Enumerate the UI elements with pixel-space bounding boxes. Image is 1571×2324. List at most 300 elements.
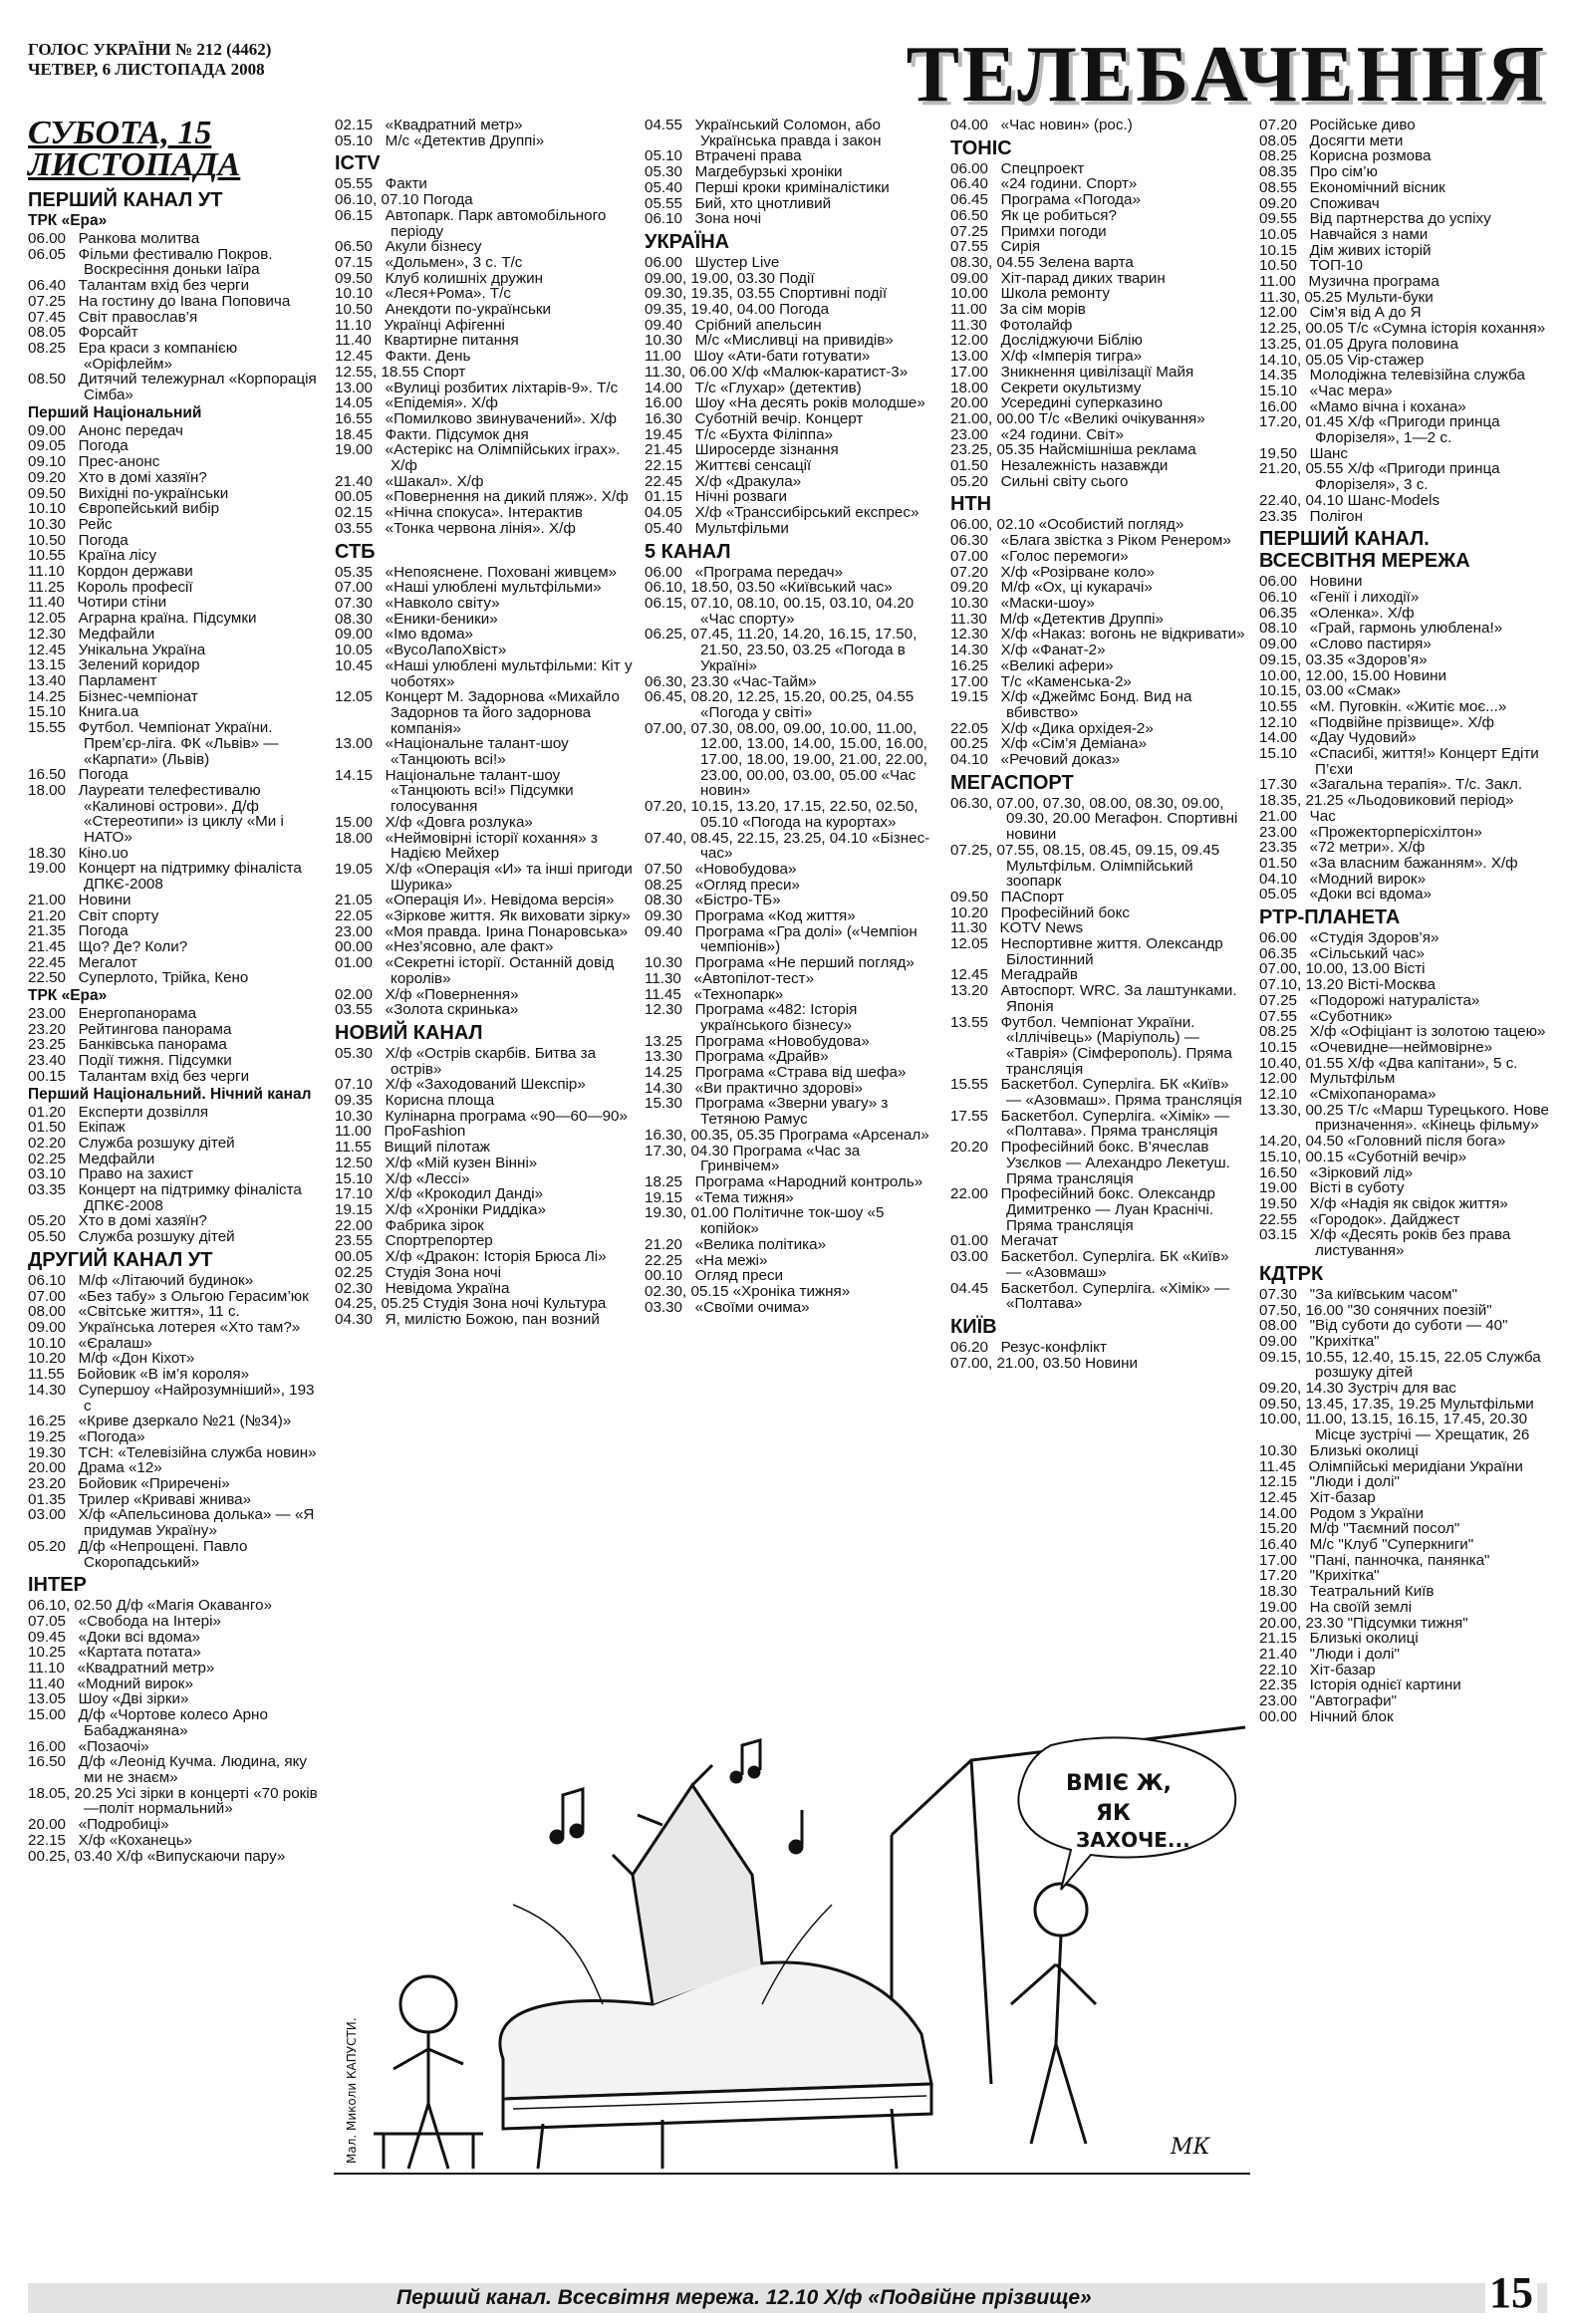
program-entry: 09.45 «Доки всі вдома» xyxy=(28,1628,200,1646)
program-entry: 22.45 Х/ф «Дракула» xyxy=(645,472,802,490)
program-entry: 09.20 М/ф «Ох, ці кукарачі» xyxy=(950,579,1153,597)
program-entry: 07.25 Примхи погоди xyxy=(950,222,1107,240)
program-entry: 16.00 «Позаочі» xyxy=(28,1737,149,1755)
program-entry: 00.15 Талантам вхід без черги xyxy=(28,1067,250,1085)
program-entry: 06.00 «Студія Здоров’я» xyxy=(1259,929,1440,947)
program-entry: 08.25 Корисна розмова xyxy=(1259,147,1432,165)
channel-heading: ІНТЕР xyxy=(28,1574,87,1597)
program-entry: 11.30 М/ф «Детектив Друппі» xyxy=(950,610,1164,628)
program-entry: 10.50 Погода xyxy=(28,531,129,549)
program-entry: 11.30 «Автопілот-тест» xyxy=(645,969,815,987)
program-entry: 10.30 Близькі околиці xyxy=(1259,1441,1419,1459)
program-entry: 11.45 Олімпійські меридіани України xyxy=(1259,1457,1523,1475)
program-entry: 05.10 Втрачені права xyxy=(645,147,802,165)
program-entry: 08.05 Форсайт xyxy=(28,324,138,342)
program-entry: 19.00 Вісті в суботу xyxy=(1259,1179,1405,1197)
program-entry: 02.20 Служба розшуку дітей xyxy=(28,1134,235,1152)
program-entry: 11.40 Чотири стіни xyxy=(28,594,167,612)
program-entry: 18.00 Лауреати телефестивалю «Калинові острови». Д/ф «Стереотипи» із циклу «Ми і НАТО» xyxy=(28,781,289,847)
program-entry: 21.40 «Шакал». Х/ф xyxy=(335,472,484,490)
program-entry: 09.00 «Імо вдома» xyxy=(335,626,473,644)
program-entry: 09.40 Програма «Гра долі» («Чемпіон чемпіонів») xyxy=(645,922,922,956)
program-entry: 21.35 Погода xyxy=(28,922,129,940)
program-entry: 02.00 Х/ф «Повернення» xyxy=(335,985,519,1003)
program-entry: 09.50, 13.45, 17.35, 19.25 Мультфільми xyxy=(1259,1395,1534,1413)
program-entry: 10.10 «Єралаш» xyxy=(28,1334,152,1352)
program-entry: 00.25, 03.40 Х/ф «Випускаючи пару» xyxy=(28,1847,286,1865)
program-entry: 07.55 Сирія xyxy=(950,238,1041,256)
program-entry: 11.40 Квартирне питання xyxy=(335,332,519,350)
program-entry: 17.00 Зникнення цивілізації Майя xyxy=(950,363,1194,381)
program-entry: 12.05 Аграрна країна. Підсумки xyxy=(28,610,257,628)
program-entry: 16.30 Суботній вечір. Концерт xyxy=(645,409,864,427)
program-entry: 07.10, 13.20 Вісті-Москва xyxy=(1259,976,1437,994)
program-entry: 09.50 Клуб колишніх дружин xyxy=(335,269,544,287)
program-entry: 08.05 Досягти мети xyxy=(1259,131,1404,149)
artist-signature: МК xyxy=(1171,2135,1210,2160)
program-entry: 09.00 «Слово пастиря» xyxy=(1259,636,1432,653)
footer-bar xyxy=(28,2268,1547,2317)
program-entry: 07.30 «Навколо світу» xyxy=(335,594,500,612)
program-entry: 11.30, 06.00 Х/ф «Малюк-каратист-3» xyxy=(645,363,909,381)
program-entry: 10.05 «ВусоЛапоХвіст» xyxy=(335,642,507,659)
program-entry: 08.25 Ера краси з компанією «Оріфлейм» xyxy=(28,339,242,373)
listing-column-5 xyxy=(1259,117,1554,2180)
program-entry: 16.25 «Криве дзеркало №21 (№34)» xyxy=(28,1413,292,1430)
program-entry: 06.30, 23.30 «Час-Тайм» xyxy=(645,672,817,690)
program-entry: 15.10 Книга.ua xyxy=(28,703,139,721)
day-title: СУБОТА, 15 ЛИСТОПАДА xyxy=(28,115,241,183)
program-entry: 00.00 Нічний блок xyxy=(1259,1707,1394,1725)
program-entry: 09.35 Корисна площа xyxy=(335,1092,495,1110)
program-entry: 09.15, 10.55, 12.40, 15.15, 22.05 Служба розшуку дітей xyxy=(1259,1348,1545,1382)
program-entry: 07.00 «Наші улюблені мультфільми» xyxy=(335,579,602,597)
program-entry: 19.45 Т/с «Бухта Філіппа» xyxy=(645,425,834,443)
program-entry: 17.00 Т/с «Каменська-2» xyxy=(950,672,1132,690)
page-number: 15 xyxy=(1485,2269,1537,2317)
program-entry: 23.00 "Автографи" xyxy=(1259,1692,1397,1710)
program-entry: 10.30 М/с «Мисливці на привидів» xyxy=(645,332,894,350)
speech-line-1: ВМІЄ Ж, xyxy=(1066,1771,1172,1796)
program-entry: 06.10, 18.50, 03.50 «Київський час» xyxy=(645,579,893,597)
channel-heading: ПЕРШИЙ КАНАЛ УТ xyxy=(28,189,223,211)
program-entry: 10.55 «М. Пуговкін. «Житіє моє...» xyxy=(1259,697,1507,715)
program-entry: 10.25 «Картата потата» xyxy=(28,1644,201,1662)
program-entry: 09.20 Хто в домі хазяїн? xyxy=(28,468,207,486)
program-entry: 09.30, 19.35, 03.55 Спортивні події xyxy=(645,285,888,303)
program-entry: 13.00 «Вулиці розбитих ліхтарів-9». Т/с xyxy=(335,379,619,396)
program-entry: 06.00 «Програма передач» xyxy=(645,563,844,581)
program-entry: 06.45, 08.20, 12.25, 15.20, 00.25, 04.55 «Погода у світі» xyxy=(645,688,918,721)
program-entry: 22.50 Суперлото, Трійка, Кено xyxy=(28,969,249,987)
program-entry: 08.25 Х/ф «Офіціант із золотою тацею» xyxy=(1259,1023,1546,1041)
program-entry: 11.45 «Технопарк» xyxy=(645,985,784,1003)
program-entry: 06.10 М/ф «Літаючий будинок» xyxy=(28,1271,254,1289)
program-entry: 04.10 «Речовий доказ» xyxy=(950,751,1121,769)
program-entry: 21.45 Широсерде зізнання xyxy=(645,441,839,459)
program-entry: 12.05 Неспортивне життя. Олександр Білостинний xyxy=(950,935,1227,968)
program-entry: 15.00 Х/ф «Довга розлука» xyxy=(335,813,533,831)
program-entry: 00.25 Х/ф «Сім’я Деміана» xyxy=(950,735,1148,753)
program-entry: 02.30 Невідома Україна xyxy=(335,1279,510,1297)
program-entry: 09.15, 03.35 «Здоров’я» xyxy=(1259,650,1428,668)
program-entry: 21.20 «Велика політика» xyxy=(645,1235,827,1253)
program-entry: 07.10 Х/ф «Заходований Шекспір» xyxy=(335,1076,586,1094)
channel-heading: СТБ xyxy=(335,540,376,563)
program-entry: 01.20 Експерти дозвілля xyxy=(28,1103,209,1121)
program-entry: 23.00 «24 години. Світ» xyxy=(950,425,1125,443)
program-entry: 22.00 Фабрика зірок xyxy=(335,1216,484,1234)
program-entry: 06.10 «Генії і лиходії» xyxy=(1259,588,1420,606)
program-entry: 18.30 Театральний Київ xyxy=(1259,1583,1435,1601)
program-entry: 09.00 Хіт-парад диких тварин xyxy=(950,269,1166,287)
program-entry: 23.00 «Прожекторперісхілтон» xyxy=(1259,823,1482,841)
program-entry: 19.15 «Тема тижня» xyxy=(645,1188,794,1206)
program-entry: 07.50, 16.00 "30 сонячних поезій" xyxy=(1259,1301,1492,1319)
program-entry: 06.00 Спецпроект xyxy=(950,159,1085,177)
program-entry: 04.25, 05.25 Студія Зона ночі Культура xyxy=(335,1295,607,1313)
program-entry: 11.30, 05.25 Мульти-буки xyxy=(1259,288,1434,306)
program-entry: 10.15 «Очевидне—неймовірне» xyxy=(1259,1038,1493,1056)
program-entry: 22.00 Професійний бокс. Олександр Димитренко — Луан Краснічі. Пряма трансляція xyxy=(950,1185,1220,1234)
program-entry: 05.10 М/с «Детектив Друппі» xyxy=(335,131,545,149)
program-entry: 16.30, 00.35, 05.35 Програма «Арсенал» xyxy=(645,1126,929,1144)
program-entry: 07.15 «Дольмен», 3 с. Т/с xyxy=(335,253,523,271)
program-entry: 03.10 Право на захист xyxy=(28,1165,194,1183)
program-entry: 01.50 Незалежність назавжди xyxy=(950,457,1169,475)
program-entry: 21.05 «Операція И». Невідома версія» xyxy=(335,892,615,909)
program-entry: 23.55 Спортрепортер xyxy=(335,1232,493,1250)
program-entry: 20.20 Професійний бокс. В’ячеслав Узєлков — Алехандро Лекетуш. Пряма трансляція xyxy=(950,1139,1235,1187)
program-entry: 09.00 "Крихітка" xyxy=(1259,1332,1380,1350)
program-entry: 03.15 Х/ф «Десять років без права листування» xyxy=(1259,1226,1515,1260)
cartoon-credit: Мал. Миколи КАПУСТИ. xyxy=(345,2017,359,2164)
program-entry: 15.55 Баскетбол. Суперліга. БК «Київ» — «Азовмаш». Пряма трансляція xyxy=(950,1076,1242,1110)
program-entry: 00.00 «Нез’ясовно, але факт» xyxy=(335,938,554,956)
program-entry: 12.30 Медфайли xyxy=(28,625,155,643)
program-entry: 12.45 Мегадрайв xyxy=(950,966,1078,984)
program-entry: 04.45 Баскетбол. Суперліга. «Хімік» — «Полтава» xyxy=(950,1279,1234,1313)
program-entry: 18.35, 21.25 «Льодовиковий період» xyxy=(1259,792,1514,810)
program-entry: 22.40, 04.10 Шанс-Models xyxy=(1259,491,1440,509)
program-entry: 19.30 ТСН: «Телевізійна служба новин» xyxy=(28,1443,317,1461)
program-entry: 18.05, 20.25 Усі зірки в концерті «70 років—політ нормальний» xyxy=(28,1784,318,1818)
program-entry: 01.50 Екіпаж xyxy=(28,1119,126,1137)
program-entry: 01.00 Мегачат xyxy=(950,1232,1059,1250)
program-entry: 07.25 На гостину до Івана Поповича xyxy=(28,292,291,310)
program-entry: 14.20, 04.50 «Головний після бога» xyxy=(1259,1133,1506,1151)
program-entry: 16.40 М/с "Клуб "Суперкниги" xyxy=(1259,1536,1474,1554)
program-entry: 23.40 Події тижня. Підсумки xyxy=(28,1052,232,1070)
program-entry: 19.50 Х/ф «Надія як свідок життя» xyxy=(1259,1195,1508,1212)
program-entry: 07.20 Х/ф «Розірване коло» xyxy=(950,563,1155,581)
program-entry: 09.00 Українська лотерея «Хто там?» xyxy=(28,1319,301,1336)
program-entry: 21.15 Близькі околиці xyxy=(1259,1630,1419,1648)
program-entry: 05.35 «Непояснене. Поховані живцем» xyxy=(335,563,618,581)
program-entry: 07.00, 10.00, 13.00 Вісті xyxy=(1259,960,1426,978)
program-entry: 12.10 «Подвійне прізвище». Х/ф xyxy=(1259,713,1495,731)
program-entry: 15.55 Футбол. Чемпіонат України. Прем’єр-ліга. ФК «Львів» — «Карпати» (Львів) xyxy=(28,719,283,768)
program-entry: 21.45 Що? Де? Коли? xyxy=(28,937,188,955)
program-entry: 22.45 Мегалот xyxy=(28,953,137,971)
program-entry: 14.00 Родом з України xyxy=(1259,1504,1424,1522)
program-entry: 11.00 ПроFashion xyxy=(335,1123,466,1141)
program-entry: 19.25 «Погода» xyxy=(28,1427,145,1445)
program-entry: 12.00 Сім’я від А до Я xyxy=(1259,304,1422,322)
program-entry: 09.10 Прес-анонс xyxy=(28,453,160,471)
program-entry: 22.35 Історія однієї картини xyxy=(1259,1677,1461,1694)
program-entry: 10.10 Європейський вибір xyxy=(28,500,220,518)
program-entry: 11.30 KOTV News xyxy=(950,919,1084,937)
program-entry: 04.05 Х/ф «Транссибірський експрес» xyxy=(645,504,919,522)
program-entry: 20.00, 23.30 "Підсумки тижня" xyxy=(1259,1614,1468,1632)
program-entry: 03.55 «Тонка червона лінія». Х/ф xyxy=(335,519,576,537)
program-entry: 05.55 Факти xyxy=(335,175,427,193)
program-entry: 09.00, 19.00, 03.30 Події xyxy=(645,269,815,287)
program-entry: 11.40 «Модний вирок» xyxy=(28,1675,193,1692)
program-entry: 11.00 Музична програма xyxy=(1259,273,1440,291)
program-entry: 18.30 Кіно.uo xyxy=(28,844,129,862)
program-entry: 06.00 Новини xyxy=(1259,573,1363,591)
program-entry: 06.50 Акули бізнесу xyxy=(335,238,482,256)
program-entry: 23.20 Бойовик «Приречені» xyxy=(28,1475,230,1493)
program-entry: 23.25, 05.35 Найсмішніша реклама xyxy=(950,441,1196,459)
program-entry: 12.10 «Сміхопанорама» xyxy=(1259,1086,1437,1104)
program-entry: 20.00 Драма «12» xyxy=(28,1459,162,1477)
program-entry: 05.55 Бий, хто цнотливий xyxy=(645,194,832,212)
program-entry: 13.40 Парламент xyxy=(28,671,157,689)
program-entry: 18.00 Секрети окультизму xyxy=(950,379,1142,396)
column-1-entries xyxy=(28,189,323,1864)
program-entry: 05.40 Мультфільми xyxy=(645,519,789,537)
program-entry: 14.05 «Епідемія». Х/ф xyxy=(335,394,498,412)
program-entry: 13.25 Програма «Новобудова» xyxy=(645,1032,870,1050)
program-entry: 06.10, 02.50 Д/ф «Магія Окаванго» xyxy=(28,1597,273,1615)
program-entry: 10.15, 03.00 «Смак» xyxy=(1259,682,1402,700)
program-entry: 14.15 Національне талант-шоу «Танцюють всі!» Підсумки голосування xyxy=(335,766,578,816)
program-entry: 05.20 Д/ф «Непрощені. Павло Скоропадський» xyxy=(28,1537,252,1571)
program-entry: 07.55 «Суботник» xyxy=(1259,1007,1393,1025)
program-entry: 15.00 Д/ф «Чортове колесо Арно Бабаджаняна» xyxy=(28,1706,273,1739)
channel-heading: МЕГАСПОРТ xyxy=(950,771,1074,794)
program-entry: 19.00 На своїй землі xyxy=(1259,1598,1413,1616)
channel-subheading: ТРК «Ера» xyxy=(28,212,108,229)
program-entry: 16.50 «Зірковий лід» xyxy=(1259,1163,1414,1181)
program-entry: 05.05 «Доки всі вдома» xyxy=(1259,886,1432,904)
program-entry: 16.55 «Помилково звинувачений». Х/ф xyxy=(335,409,618,427)
program-entry: 06.35 «Сільський час» xyxy=(1259,944,1425,962)
program-entry: 17.10 Х/ф «Крокодил Данді» xyxy=(335,1185,544,1203)
program-entry: 11.30 Фотолайф xyxy=(950,316,1073,334)
program-entry: 12.00 Досліджуючи Біблію xyxy=(950,332,1143,350)
program-entry: 02.15 «Нічна спокуса». Інтерактив xyxy=(335,504,583,522)
program-entry: 12.00 Мультфільм xyxy=(1259,1070,1396,1088)
program-entry: 13.25, 01.05 Друга половина xyxy=(1259,335,1458,353)
program-entry: 02.25 Медфайли xyxy=(28,1150,155,1167)
program-entry: 02.25 Студія Зона ночі xyxy=(335,1263,501,1281)
program-entry: 10.20 М/ф «Дон Кіхот» xyxy=(28,1350,195,1368)
program-entry: 19.15 Х/ф «Хроніки Риддіка» xyxy=(335,1201,546,1218)
program-entry: 06.35 «Оленка». Х/ф xyxy=(1259,604,1415,622)
program-entry: 09.05 Погода xyxy=(28,437,129,455)
program-entry: 09.00 Анонс передач xyxy=(28,421,183,439)
speech-line-2: ЯК xyxy=(1096,1801,1131,1826)
program-entry: 16.00 Шоу «На десять років молодше» xyxy=(645,394,925,412)
program-entry: 04.30 Я, милістю Божою, пан возний xyxy=(335,1310,600,1328)
program-entry: 08.30 «Бістро-ТБ» xyxy=(645,892,781,909)
program-entry: 12.45 Хіт-базар xyxy=(1259,1488,1376,1506)
program-entry: 09.50 ПАСпорт xyxy=(950,888,1065,905)
program-entry: 07.25, 07.55, 08.15, 08.45, 09.15, 09.45 Мультфільм. Олімпійський зоопарк xyxy=(950,841,1224,891)
program-entry: 08.35 Про сім’ю xyxy=(1259,163,1378,181)
program-entry: 10.10 «Леся+Рома». Т/с xyxy=(335,285,511,303)
program-entry: 05.20 Хто в домі хазяїн? xyxy=(28,1212,207,1230)
program-entry: 06.40 Талантам вхід без черги xyxy=(28,277,250,295)
program-entry: 18.25 Програма «Народний контроль» xyxy=(645,1173,923,1190)
program-entry: 07.00, 21.00, 03.50 Новини xyxy=(950,1354,1138,1372)
program-entry: 10.05 Навчайся з нами xyxy=(1259,225,1429,243)
section-title: ТЕЛЕБАЧЕННЯ xyxy=(906,31,1547,119)
program-entry: 17.30, 04.30 Програма «Час за Гринвічем» xyxy=(645,1142,865,1175)
program-entry: 19.50 Шанс xyxy=(1259,444,1349,462)
program-entry: 05.40 Перші кроки криміналістики xyxy=(645,178,890,196)
program-entry: 11.10 Кордон держави xyxy=(28,563,193,581)
channel-heading: РТР-ПЛАНЕТА xyxy=(1259,906,1401,929)
program-entry: 21.20, 05.55 Х/ф «Пригоди принца Флорізеля», 3 с. xyxy=(1259,460,1504,494)
program-entry: 06.10, 07.10 Погода xyxy=(335,191,473,209)
program-entry: 06.00, 02.10 «Особистий погляд» xyxy=(950,516,1184,534)
program-entry: 09.55 Від партнерства до успіху xyxy=(1259,210,1491,228)
program-entry: 13.15 Зелений коридор xyxy=(28,656,200,674)
program-entry: 18.45 Факти. Підсумок дня xyxy=(335,425,529,443)
program-entry: 03.00 Баскетбол. Суперліга. БК «Київ» — «Азовмаш» xyxy=(950,1248,1233,1281)
program-entry: 01.15 Нічні розваги xyxy=(645,488,787,506)
program-entry: 17.30 «Загальна терапія». Т/с. Закл. xyxy=(1259,776,1523,794)
program-entry: 21.00 Новини xyxy=(28,891,131,908)
program-entry: 20.00 Усередині суперказино xyxy=(950,394,1164,412)
channel-heading: ДРУГИЙ КАНАЛ УТ xyxy=(28,1248,213,1271)
program-entry: 00.05 «Повернення на дикий пляж». Х/ф xyxy=(335,488,629,506)
program-entry: 06.05 Фільми фестивалю Покров. Воскресіння доньки Іаїра xyxy=(28,245,277,279)
program-entry: 07.05 «Свобода на Інтері» xyxy=(28,1612,221,1630)
program-entry: 05.50 Служба розшуку дітей xyxy=(28,1228,235,1246)
program-entry: 05.30 Магдебурзькі хроніки xyxy=(645,163,843,181)
program-entry: 21.20 Світ спорту xyxy=(28,906,159,924)
program-entry: 12.45 Унікальна Україна xyxy=(28,641,206,658)
program-entry: 07.00 «Без табу» з Ольгою Герасим’юк xyxy=(28,1287,309,1305)
program-entry: 15.10 «Спасибі, життя!» Концерт Едіти П’єхи xyxy=(1259,745,1543,778)
listing-column-1 xyxy=(28,115,323,2175)
program-entry: 04.00 «Час новин» (рос.) xyxy=(950,117,1133,133)
program-entry: 06.15 Автопарк. Парк автомобільного періоду xyxy=(335,206,611,240)
program-entry: 17.20 "Крихітка" xyxy=(1259,1567,1380,1585)
program-entry: 05.20 Сильні світу сього xyxy=(950,472,1129,490)
program-entry: 07.20 Російське диво xyxy=(1259,117,1416,133)
issue-info xyxy=(28,40,271,80)
program-entry: 13.00 «Національне талант-шоу «Танцюють всі!» xyxy=(335,735,573,769)
channel-heading: ПЕРШИЙ КАНАЛ. ВСЕСВІТНЯ МЕРЕЖА xyxy=(1259,528,1470,573)
issue-date: ЧЕТВЕР, 6 ЛИСТОПАДА 2008 xyxy=(28,60,265,79)
channel-heading: УКРАЇНА xyxy=(645,230,730,253)
program-entry: 12.45 Факти. День xyxy=(335,348,471,366)
program-entry: 00.10 Огляд преси xyxy=(645,1267,784,1285)
program-entry: 00.05 Х/ф «Дракон: Історія Брюса Лі» xyxy=(335,1248,607,1266)
program-entry: 09.35, 19.40, 04.00 Погода xyxy=(645,301,830,319)
program-entry: 06.45 Програма «Погода» xyxy=(950,191,1141,209)
program-entry: 10.30 Рейс xyxy=(28,515,113,533)
program-entry: 10.50 ТОП-10 xyxy=(1259,257,1363,275)
program-entry: 01.00 «Секретні історії. Останній довід королів» xyxy=(335,954,619,987)
program-entry: 08.30, 04.55 Зелена варта xyxy=(950,253,1134,271)
listing-column-4 xyxy=(950,118,1247,1686)
program-entry: 13.30 Програма «Драйв» xyxy=(645,1048,829,1066)
program-entry: 14.30 «Ви практично здорові» xyxy=(645,1079,864,1097)
program-entry: 22.15 Життєві сенсації xyxy=(645,457,812,475)
program-entry: 11.55 Вищий пілотаж xyxy=(335,1139,490,1157)
program-entry: 03.35 Концерт на підтримку фіналіста ДПКЄ-2008 xyxy=(28,1181,307,1214)
program-entry: 10.45 «Наші улюблені мультфільми: Кіт у чоботях» xyxy=(335,656,637,690)
program-entry: 14.35 Молодіжна телевізійна служба xyxy=(1259,367,1525,385)
program-entry: 13.55 Футбол. Чемпіонат України. «Іллічівець» (Маріуполь) — «Таврія» (Сімферополь). Пряма трансляція xyxy=(950,1013,1237,1078)
program-entry: 12.05 Концерт М. Задорнова «Михайло Задорнов та його задорнова компанія» xyxy=(335,688,625,737)
program-entry: 10.15 Дім живих історій xyxy=(1259,241,1432,259)
program-entry: 10.00, 11.00, 13.15, 16.15, 17.45, 20.30 Місце зустрічі — Хрещатик, 26 xyxy=(1259,1411,1532,1444)
program-entry: 10.20 Професійний бокс xyxy=(950,904,1130,921)
program-entry: 04.10 «Модний вирок» xyxy=(1259,870,1427,888)
program-entry: 16.50 Погода xyxy=(28,766,129,784)
program-entry: 12.50 Х/ф «Мій кузен Вінні» xyxy=(335,1154,538,1171)
program-entry: 21.00 Час xyxy=(1259,807,1336,825)
program-entry: 16.50 Д/ф «Леонід Кучма. Людина, яку ми не знаєм» xyxy=(28,1753,312,1786)
program-entry: 09.20, 14.30 Зустріч для вас xyxy=(1259,1380,1456,1398)
program-entry: 10.50 Анекдоти по-українськи xyxy=(335,301,552,319)
program-entry: 06.00 Шустер Live xyxy=(645,253,780,271)
program-entry: 14.10, 05.05 Vip-стажер xyxy=(1259,351,1425,369)
program-entry: 06.50 Як це робиться? xyxy=(950,206,1117,224)
program-entry: 14.30 Супершоу «Найрозумніший», 193 с xyxy=(28,1381,319,1415)
program-entry: 12.30 Програма «482: Історія українського бізнесу» xyxy=(645,1001,862,1034)
program-entry: 22.55 «Городок». Дайджест xyxy=(1259,1210,1460,1228)
channel-heading: КДТРК xyxy=(1259,1262,1324,1285)
program-entry: 08.30 «Еники-беники» xyxy=(335,610,498,628)
cartoon-illustration xyxy=(334,1705,1250,2176)
program-entry: 03.30 «Своїми очима» xyxy=(645,1298,810,1316)
program-entry: 08.00 "Від суботи до суботи — 40" xyxy=(1259,1317,1508,1335)
program-entry: 19.15 Х/ф «Джеймс Бонд. Вид на вбивство» xyxy=(950,688,1196,721)
program-entry: 11.55 Бойовик «В ім’я короля» xyxy=(28,1366,250,1384)
program-entry: 09.40 Срібний апельсин xyxy=(645,316,822,334)
program-entry: 07.45 Світ православ’я xyxy=(28,308,198,326)
program-entry: 12.15 "Люди і долі" xyxy=(1259,1473,1400,1491)
program-entry: 11.25 Король професії xyxy=(28,578,193,596)
program-entry: 23.25 Банківська панорама xyxy=(28,1036,227,1054)
program-entry: 15.20 М/ф "Таємний посол" xyxy=(1259,1520,1460,1538)
program-entry: 15.10 Х/ф «Лессі» xyxy=(335,1169,470,1187)
program-entry: 12.30 Х/ф «Наказ: вогонь не відкривати» xyxy=(950,626,1245,644)
channel-heading: ТОНІС xyxy=(950,136,1012,159)
program-entry: 22.10 Хіт-базар xyxy=(1259,1661,1376,1678)
program-entry: 17.20, 01.45 Х/ф «Пригоди принца Флорізеля», 1—2 с. xyxy=(1259,413,1504,447)
program-entry: 07.20, 10.15, 13.20, 17.15, 22.50, 02.50, 05.10 «Погода на курортах» xyxy=(645,798,922,831)
program-entry: 22.05 Х/ф «Дика орхідея-2» xyxy=(950,719,1154,737)
listing-column-3 xyxy=(645,118,935,1652)
program-entry: 15.10, 00.15 «Суботній вечір» xyxy=(1259,1148,1467,1165)
program-entry: 07.00 «Голос перемоги» xyxy=(950,547,1129,565)
masthead xyxy=(28,30,1547,120)
footer-highlight: Перший канал. Всесвітня мережа. 12.10 Х/ф «Подвійне прізвище» xyxy=(396,2286,1092,2309)
program-entry: 19.05 Х/ф «Операція «И» та інші пригоди Шурика» xyxy=(335,860,638,894)
program-entry: 10.00, 12.00, 15.00 Новини xyxy=(1259,666,1446,684)
